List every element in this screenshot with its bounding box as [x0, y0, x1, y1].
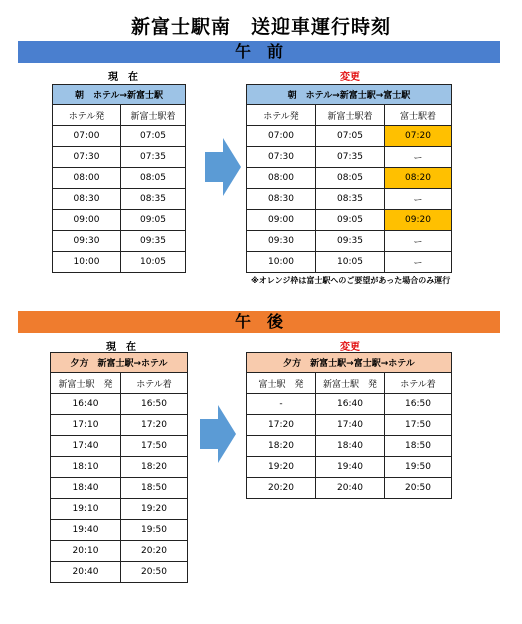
cell: 18:10: [51, 457, 121, 478]
cell: 09:00: [247, 210, 316, 231]
cell: -: [247, 394, 316, 415]
cell: 20:20: [247, 478, 316, 499]
cell: 10:05: [316, 252, 385, 273]
afternoon-band: 午 後: [18, 311, 500, 333]
morning-current-label: 現 在: [108, 72, 138, 83]
cell: 07:35: [121, 147, 186, 168]
col-header: 新富士駅着: [121, 105, 186, 126]
cell: 17:50: [121, 436, 188, 457]
cell: 10:00: [247, 252, 316, 273]
cell: 08:05: [316, 168, 385, 189]
afternoon-changed-label: 変更: [340, 342, 360, 353]
col-header: 新富士駅着: [316, 105, 385, 126]
right-arrow-icon: [200, 405, 236, 463]
afternoon-current-header: 夕方 新富士駅→ホテル: [51, 353, 188, 373]
cell: 08:05: [121, 168, 186, 189]
cell: 07:00: [53, 126, 121, 147]
cell: 07:30: [247, 147, 316, 168]
cell: 16:40: [51, 394, 121, 415]
col-header: ホテル発: [247, 105, 316, 126]
cell: 19:50: [121, 520, 188, 541]
cell: 18:20: [247, 436, 316, 457]
cell: 20:50: [121, 562, 188, 583]
cell: 08:00: [247, 168, 316, 189]
col-header: 新富士駅 発: [316, 373, 385, 394]
cell: 09:30: [53, 231, 121, 252]
col-header: 富士駅着: [385, 105, 452, 126]
cell: 10:00: [53, 252, 121, 273]
cell: 07:30: [53, 147, 121, 168]
morning-changed-header: 朝 ホテル→新富士駅→富士駅: [247, 85, 452, 105]
cell: 20:20: [121, 541, 188, 562]
cell: 19:40: [51, 520, 121, 541]
col-header: ホテル着: [121, 373, 188, 394]
cell: 20:40: [316, 478, 385, 499]
cell: 18:40: [316, 436, 385, 457]
cell: 08:35: [316, 189, 385, 210]
morning-current-table: [52, 84, 186, 273]
cell: 18:50: [385, 436, 452, 457]
morning-changed-label: 変更: [340, 72, 360, 83]
cell: 08:35: [121, 189, 186, 210]
cell: ー: [385, 189, 452, 210]
col-header: ホテル着: [385, 373, 452, 394]
cell: ー: [385, 252, 452, 273]
cell-highlight: 09:20: [385, 210, 452, 231]
cell: 19:20: [121, 499, 188, 520]
morning-band: 午 前: [18, 41, 500, 63]
cell: 18:40: [51, 478, 121, 499]
cell: 09:35: [316, 231, 385, 252]
cell: 08:30: [53, 189, 121, 210]
cell: 07:05: [121, 126, 186, 147]
cell: 09:35: [121, 231, 186, 252]
cell: 20:10: [51, 541, 121, 562]
cell: 17:50: [385, 415, 452, 436]
cell: 16:40: [316, 394, 385, 415]
afternoon-current-label: 現 在: [106, 342, 136, 353]
cell: 19:10: [51, 499, 121, 520]
cell: 20:50: [385, 478, 452, 499]
cell: 07:05: [316, 126, 385, 147]
cell: 08:30: [247, 189, 316, 210]
cell: 17:20: [247, 415, 316, 436]
cell: 09:05: [121, 210, 186, 231]
cell: 17:10: [51, 415, 121, 436]
afternoon-changed-table: [246, 352, 452, 499]
col-header: ホテル発: [53, 105, 121, 126]
cell: 08:00: [53, 168, 121, 189]
cell: 17:40: [316, 415, 385, 436]
morning-changed-table: [246, 84, 452, 273]
note-text: ※オレンジ枠は富士駅へのご要望があった場合のみ運行: [251, 276, 451, 285]
cell: 18:20: [121, 457, 188, 478]
cell: 19:40: [316, 457, 385, 478]
cell: 09:30: [247, 231, 316, 252]
cell: 19:20: [247, 457, 316, 478]
cell: 17:20: [121, 415, 188, 436]
page-title: 新富士駅南 送迎車運行時刻: [130, 16, 391, 38]
cell: 17:40: [51, 436, 121, 457]
cell: 20:40: [51, 562, 121, 583]
cell: 19:50: [385, 457, 452, 478]
cell: 09:00: [53, 210, 121, 231]
cell: 16:50: [121, 394, 188, 415]
cell: 10:05: [121, 252, 186, 273]
cell: 16:50: [385, 394, 452, 415]
col-header: 新富士駅 発: [51, 373, 121, 394]
cell: 07:00: [247, 126, 316, 147]
right-arrow-icon: [205, 138, 241, 196]
cell: ー: [385, 231, 452, 252]
cell: 07:35: [316, 147, 385, 168]
afternoon-current-table: [50, 352, 188, 583]
cell-highlight: 08:20: [385, 168, 452, 189]
col-header: 富士駅 発: [247, 373, 316, 394]
cell-highlight: 07:20: [385, 126, 452, 147]
cell: ー: [385, 147, 452, 168]
cell: 18:50: [121, 478, 188, 499]
cell: 09:05: [316, 210, 385, 231]
morning-current-header: 朝 ホテル→新富士駅: [53, 85, 186, 105]
afternoon-changed-header: 夕方 新富士駅→富士駅→ホテル: [247, 353, 452, 373]
